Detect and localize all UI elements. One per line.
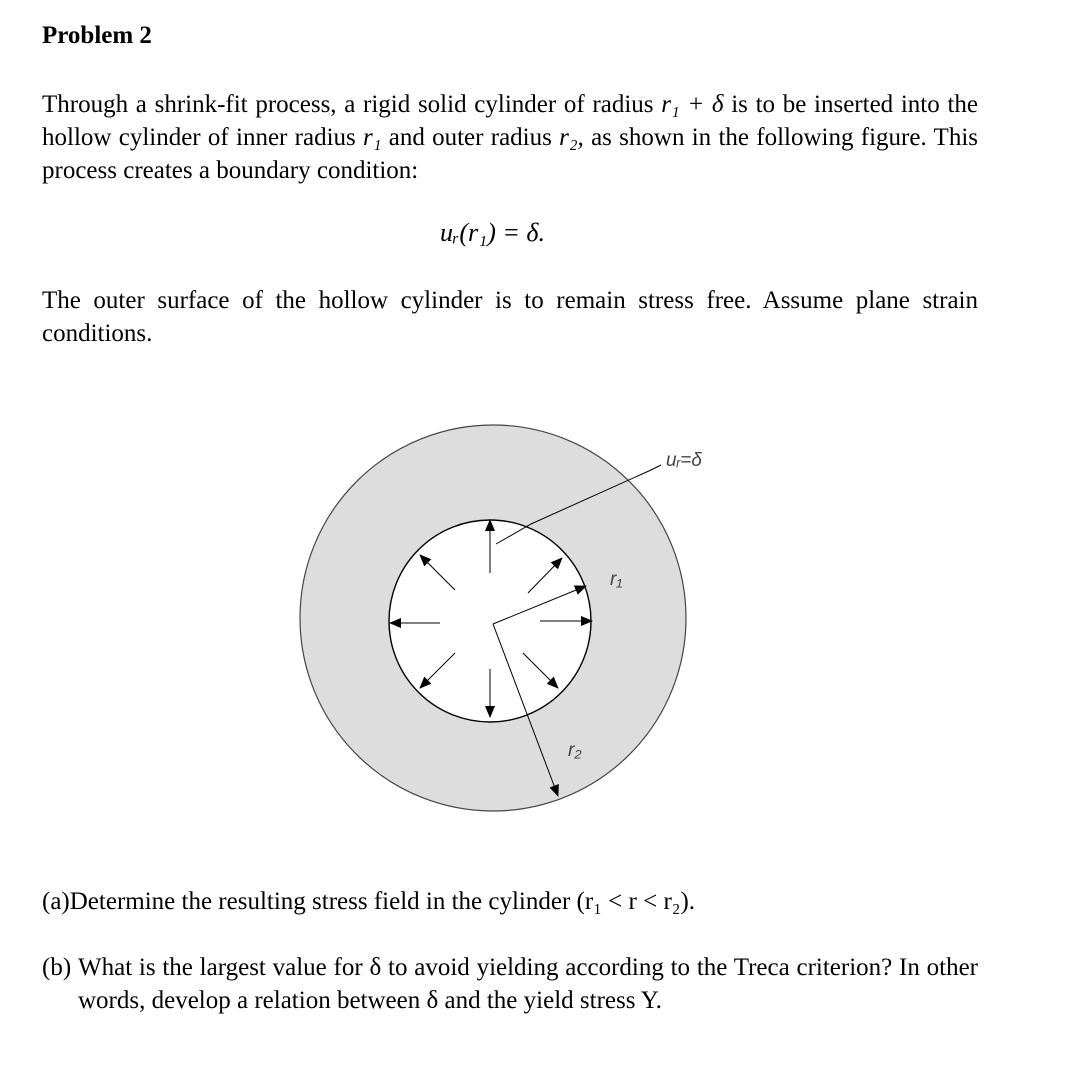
expr-outer-radius: r₂, (559, 124, 584, 151)
boundary-condition-equation: uᵣ(r₁) = δ. (440, 218, 546, 247)
label-ur-delta: uᵣ=δ (666, 450, 702, 471)
expr-radius-plus-delta: r₁ + δ (661, 91, 724, 118)
label-r1: r₁ (610, 569, 623, 590)
problem-title: Problem 2 (42, 22, 152, 49)
question-a: (a)Determine the resulting stress field in the cylinder (r₁ < r < r₂). (42, 888, 696, 915)
conditions-paragraph: The outer surface of the hollow cylinder is to remain stress free. Assume plane strain conditions. (42, 287, 978, 347)
intro-paragraph: Through a shrink-fit process, a rigid solid cylinder of radius r₁ + δ is to be inserted into the hollow cylinder of inner radius r₁ and outer radius r₂, as shown in the following figure. This process creates a boundary condition: (42, 91, 978, 184)
expr-inner-radius: r₁ (363, 124, 382, 151)
shrink-fit-figure (290, 420, 710, 820)
label-r2: r₂ (568, 740, 582, 761)
